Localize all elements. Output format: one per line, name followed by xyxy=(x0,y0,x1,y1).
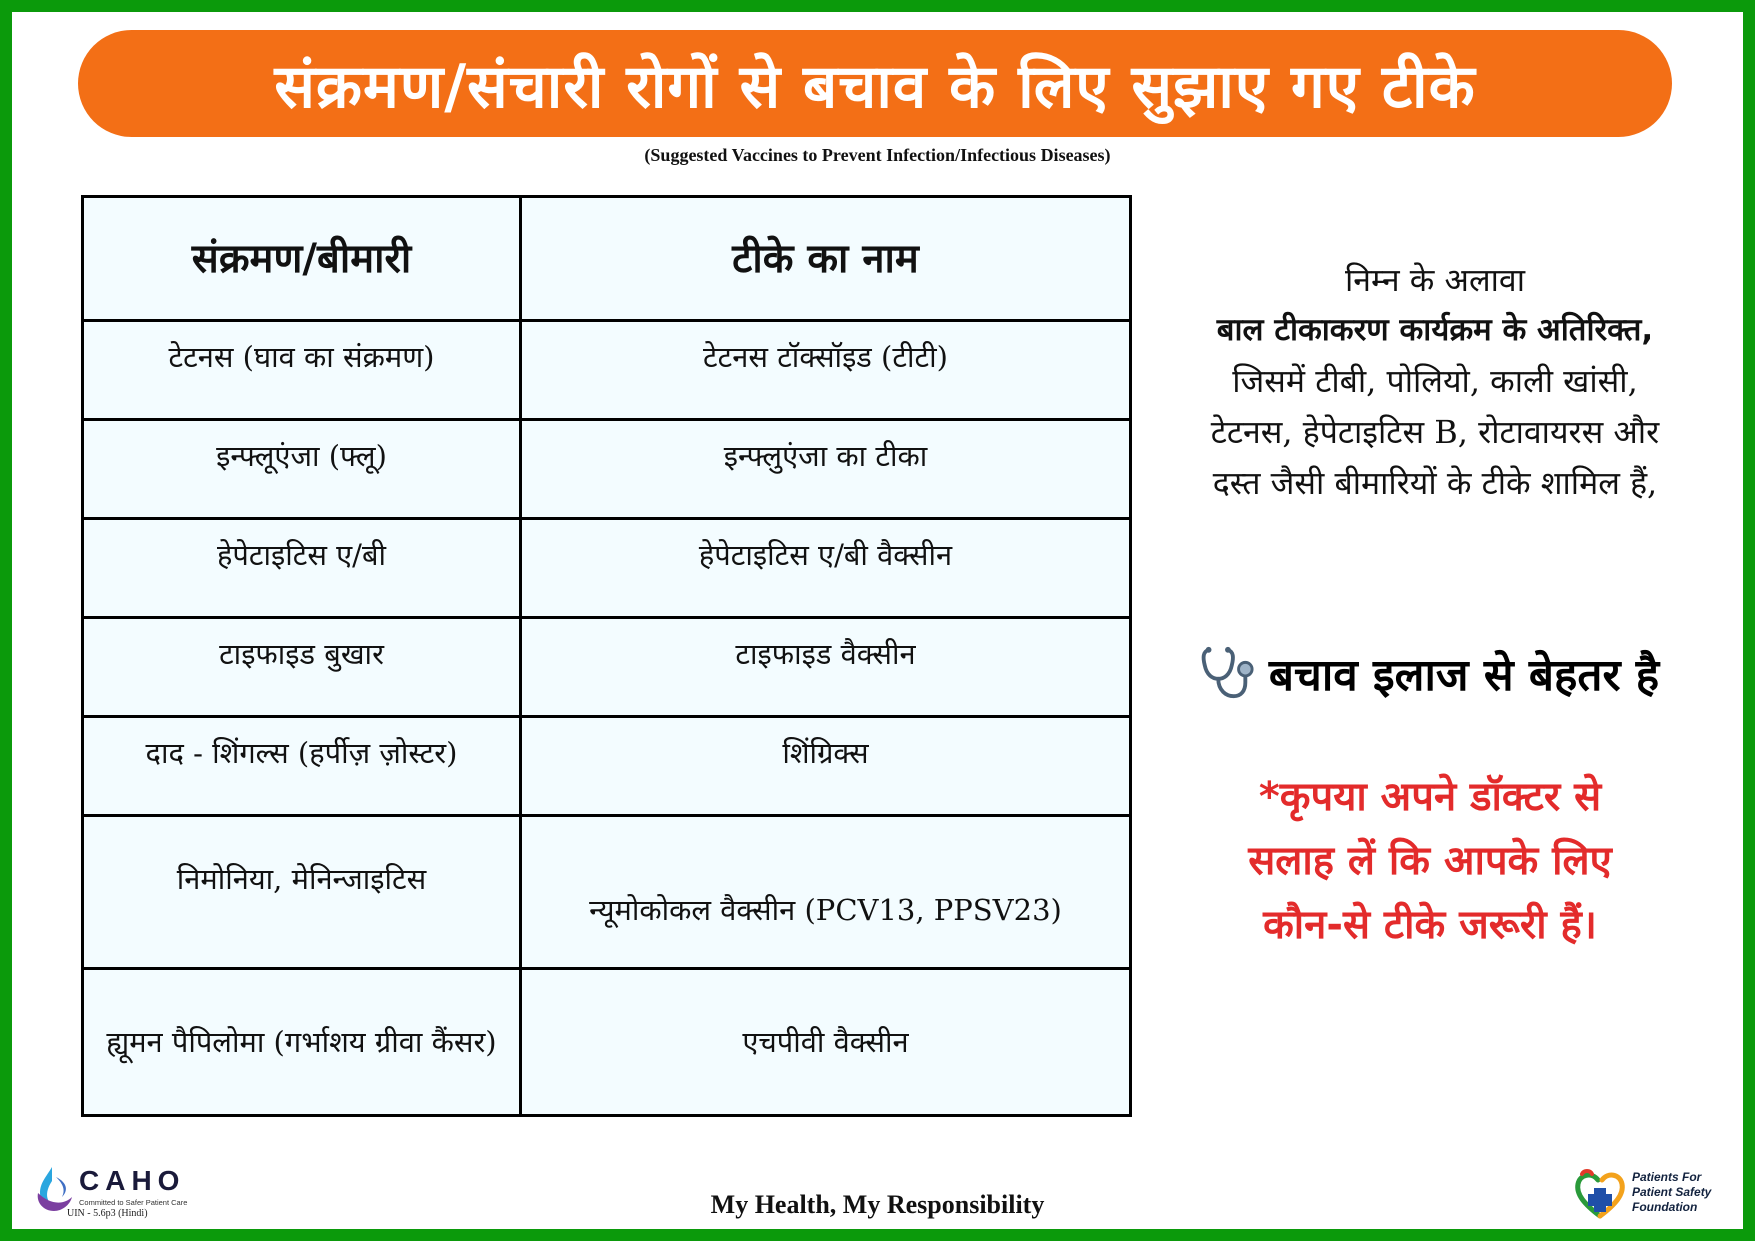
disease-cell: निमोनिया, मेनिन्जाइटिस xyxy=(83,816,521,969)
pps-foundation-logo xyxy=(1572,1164,1734,1220)
heart-cross-icon xyxy=(1572,1166,1628,1220)
caho-tagline: Committed to Safer Patient Care xyxy=(79,1198,188,1207)
header-disease: संक्रमण/बीमारी xyxy=(83,197,521,321)
header-vaccine: टीके का नाम xyxy=(521,197,1131,321)
table-row xyxy=(83,969,1131,1116)
vaccine-cell: टाइफाइड वैक्सीन xyxy=(521,618,1131,717)
vaccine-cell: एचपीवी वैक्सीन xyxy=(521,969,1131,1116)
disease-cell: इन्फ्लूएंजा (फ्लू) xyxy=(83,420,521,519)
vaccine-cell: इन्फ्लुएंजा का टीका xyxy=(521,420,1131,519)
disease-cell: टेटनस (घाव का संक्रमण) xyxy=(83,321,521,420)
vaccine-table xyxy=(81,195,1132,1117)
pps-line: Foundation xyxy=(1632,1200,1698,1214)
disease-cell: दाद - शिंगल्स (हर्पीज़ ज़ोस्टर) xyxy=(83,717,521,816)
doctor-advice xyxy=(1150,765,1710,957)
pps-line: Patient Safety xyxy=(1632,1185,1712,1199)
disease-cell: हेपेटाइटिस ए/बी xyxy=(83,519,521,618)
page-subtitle: (Suggested Vaccines to Prevent Infection/Infectious Diseases) xyxy=(644,145,1111,165)
table-header-row xyxy=(83,197,1131,321)
sidebar-intro xyxy=(1140,255,1730,509)
footer-slogan: My Health, My Responsibility xyxy=(710,1190,1045,1219)
advice-line: सलाह लें कि आपके लिए xyxy=(1248,838,1612,884)
vaccine-cell: हेपेटाइटिस ए/बी वैक्सीन xyxy=(521,519,1131,618)
table-row xyxy=(83,618,1131,717)
title-banner xyxy=(78,30,1672,137)
page-title: संक्रमण/संचारी रोगों से बचाव के लिए सुझाए गए टीके xyxy=(274,51,1476,122)
intro-line: टेटनस, हेपेटाइटिस B, रोटावायरस और xyxy=(1210,412,1660,451)
table-row xyxy=(83,420,1131,519)
intro-bold-line: बाल टीकाकरण कार्यक्रम के अतिरिक्त, xyxy=(1216,312,1654,349)
advice-line: कौन-से टीके जरूरी हैं। xyxy=(1263,902,1597,948)
pps-line: Patients For xyxy=(1632,1170,1702,1184)
intro-line: निम्न के अलावा xyxy=(1344,261,1526,299)
table-row xyxy=(83,321,1131,420)
slogan xyxy=(1148,638,1708,708)
uin-code: UIN - 5.6p3 (Hindi) xyxy=(67,1208,148,1219)
slogan-text: बचाव इलाज से बेहतर है xyxy=(1268,650,1660,701)
vaccine-cell: न्यूमोकोकल वैक्सीन (PCV13, PPSV23) xyxy=(521,816,1131,969)
vaccine-cell: टेटनस टॉक्सॉइड (टीटी) xyxy=(521,321,1131,420)
table-row xyxy=(83,816,1131,969)
pps-foundation-name xyxy=(1632,1170,1742,1215)
intro-line: जिसमें टीबी, पोलियो, काली खांसी, xyxy=(1232,361,1638,400)
disease-cell: टाइफाइड बुखार xyxy=(83,618,521,717)
table-row xyxy=(83,519,1131,618)
caho-name: CAHO xyxy=(79,1165,186,1196)
stethoscope-icon xyxy=(1197,644,1255,702)
table-row xyxy=(83,717,1131,816)
vaccine-cell: शिंग्रिक्स xyxy=(521,717,1131,816)
disease-cell: ह्यूमन पैपिलोमा (गर्भाशय ग्रीवा कैंसर) xyxy=(83,969,521,1116)
intro-line: दस्त जैसी बीमारियों के टीके शामिल हैं, xyxy=(1212,464,1658,503)
advice-line: *कृपया अपने डॉक्टर से xyxy=(1258,774,1602,820)
